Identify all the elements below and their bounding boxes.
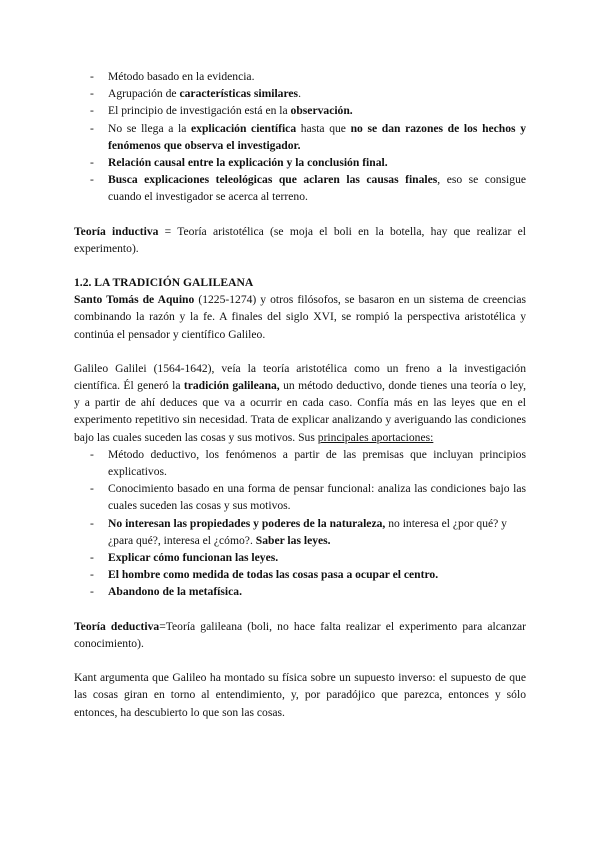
- list-item: [74, 583, 526, 600]
- run-bold: explicación científica: [191, 121, 297, 135]
- paragraph-galileo: [74, 360, 526, 446]
- section-heading: 1.2. LA TRADICIÓN GALILEANA: [74, 276, 254, 290]
- paragraph-inductive-theory: [74, 223, 526, 257]
- paragraph-aquino: [74, 291, 526, 343]
- list-item: [74, 120, 526, 154]
- run: , eso se consigue cuando el investigador se acerca al terreno.: [108, 173, 527, 204]
- run: Método deductivo, los fenómenos a partir de las premisas que incluyan principios explicativos.: [108, 447, 526, 479]
- run: (1225-1274) y otros filósofos, se basaron en un sistema de creencias combinando la razón y la fe. A finales del siglo XVI, se rompió la perspectiva aristotélica y continúa el pensador y científico Galileo.: [74, 293, 526, 341]
- list-item: [74, 102, 526, 119]
- term-bold: Teoría inductiva: [74, 224, 159, 238]
- list-item: [74, 515, 526, 549]
- run-bold: Busca explicaciones teleológicas que aclaren las causas finales: [108, 173, 438, 187]
- run-bold: Abandono de la metafísica.: [108, 585, 242, 599]
- run: El principio de investigación está en la: [108, 104, 291, 118]
- page-content: [74, 68, 526, 721]
- characteristics-list: [74, 68, 526, 206]
- list-item: [74, 85, 526, 102]
- run-bold: no se dan razones de los hechos y fenómenos que observa el investigador.: [108, 121, 526, 152]
- term-bold: Teoría deductiva: [74, 619, 160, 633]
- run-underline: principales aportaciones:: [317, 430, 434, 444]
- list-item: [74, 566, 526, 583]
- term-bold: Santo Tomás de Aquino: [74, 293, 195, 307]
- run: no interesa el ¿por qué? y ¿para qué?, interesa el ¿cómo?.: [108, 516, 507, 547]
- run: Kant argumenta que Galileo ha montado su física sobre un supuesto inverso: el supuesto de que las cosas giran en torno al entendimiento, y, por paradójico que parezca, entonces y sólo entonces, ha descubierto lo que son las cosas.: [74, 671, 526, 719]
- run-bold: Explicar cómo funcionan las leyes.: [108, 551, 279, 565]
- run-bold: observación.: [290, 104, 353, 118]
- run-bold: Relación causal entre la explicación y la conclusión final.: [108, 156, 388, 170]
- run: Galileo Galilei (1564-1642), veía la teoría aristotélica como un freno a la investigación científica. Él generó la: [74, 361, 526, 393]
- paragraph-kant: [74, 669, 526, 721]
- list-item: [74, 549, 526, 566]
- list-item: [74, 171, 526, 205]
- run: Método basado en la evidencia.: [108, 70, 255, 83]
- term-bold: tradición galileana,: [183, 379, 280, 393]
- run-bold: Saber las leyes.: [255, 533, 331, 547]
- run-bold: El hombre como medida de todas las cosas pasa a ocupar el centro.: [108, 568, 439, 582]
- list-item: [74, 480, 526, 514]
- run: Agrupación de: [108, 87, 180, 101]
- list-item: [74, 68, 526, 85]
- run: .: [298, 87, 301, 101]
- run: hasta que: [296, 121, 351, 135]
- list-item: [74, 154, 526, 171]
- run: = Teoría aristotélica (se moja el boli en la botella, hay que realizar el experimento).: [74, 224, 526, 255]
- list-item: [74, 446, 526, 480]
- run-bold: No interesan las propiedades y poderes de la naturaleza,: [108, 516, 386, 530]
- run: No se llega a la: [108, 121, 192, 135]
- run: =Teoría galileana (boli, no hace falta realizar el experimento para alcanzar conocimiento).: [74, 619, 526, 650]
- run: Conocimiento basado en una forma de pensar funcional: analiza las condiciones bajo las cuales suceden las cosas y sus motivos.: [108, 482, 526, 513]
- run: un método deductivo, donde tienes una teoría o ley, y a partir de ahí deduces que va a ocurrir en cada caso. Confía más en las leyes que en el experimento repetitivo sin necesidad. Trata de explicar analizando y averiguando las condiciones bajo las cuales suceden las cosas y sus motivos. Sus: [74, 379, 526, 444]
- contributions-list: [74, 446, 526, 601]
- paragraph-deductive-theory: [74, 618, 526, 652]
- run-bold: características similares: [179, 87, 299, 101]
